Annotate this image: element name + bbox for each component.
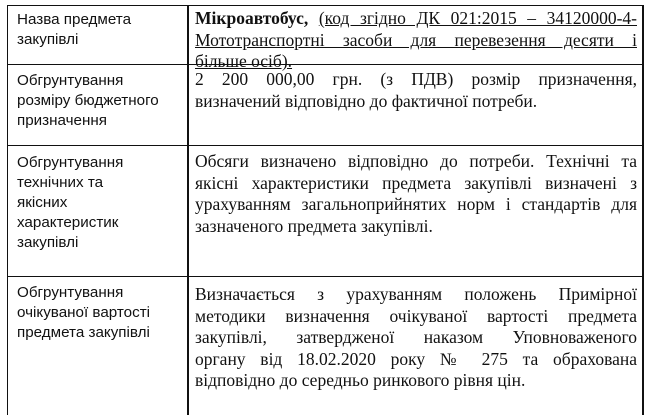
row-2-label	[17, 71, 185, 131]
row-4-label-line: Обгрунтування	[17, 284, 124, 301]
row-3-label-line: якісних	[17, 194, 68, 211]
row-3-value-line: Обсяги визначено відповідно до потреби. Технічні та	[195, 151, 637, 171]
row-2-label-line: розміру бюджетного	[17, 92, 159, 109]
row-3-label-line: технічних та	[17, 174, 104, 191]
row-4-value-line: закупівлі, затвердженої наказом Уповноваженого	[195, 327, 637, 347]
item-name: Мікроавтобус,	[195, 8, 309, 28]
row-1-value	[195, 8, 637, 73]
table-border-top	[7, 5, 644, 6]
row-divider-2	[7, 145, 644, 146]
row-divider-3	[7, 276, 644, 277]
row-3-value-line: якісні характеристики предмета закупівлі визначені з	[195, 172, 637, 193]
row-3-label-line: характеристик	[17, 214, 119, 231]
row-1-label-line: Назва предмета	[17, 11, 132, 28]
row-3-value	[195, 151, 637, 237]
row-1-value-line	[195, 8, 637, 30]
row-1-label	[17, 10, 185, 50]
row-2-label-line: Обгрунтування	[17, 72, 124, 89]
row-3-label	[17, 153, 185, 253]
row-4-label-line: очікуваної вартості	[17, 304, 151, 321]
row-1-value-line: Мототранспортні засоби для перевезення десяти і	[195, 29, 637, 50]
row-3-label-line: Обгрунтування	[17, 154, 124, 171]
row-1-value-line: більше осіб).	[195, 51, 293, 71]
row-4-label-line: предмета закупівлі	[17, 324, 150, 341]
row-2-label-line: призначення	[17, 112, 107, 129]
row-3-value-line: урахуванням загальноприйнятих норм і стандартів для	[195, 194, 637, 214]
row-4-value-line: органу від 18.02.2020 року № 275 та обрахована	[195, 348, 637, 369]
row-4-value-line: відповідно до середньо ринкового рівня цін.	[195, 370, 526, 390]
row-4-value-line: методики визначення очікуваної вартості предмета	[195, 305, 637, 326]
row-4-value-line: Визначається з урахуванням положень Примірної	[195, 284, 637, 304]
row-2-value-line: 2 200 000,00 грн. (з ПДВ) розмір призначення,	[195, 69, 637, 89]
row-2-value-line: визначений відповідно до фактичної потреби.	[195, 90, 538, 111]
cpv-code-text: (код згідно ДК 021:2015 – 34120000-4-	[318, 8, 637, 28]
row-3-value-line: зазначеного предмета закупівлі.	[195, 215, 433, 236]
row-3-label-line: закупівлі	[17, 234, 79, 251]
row-2-value	[195, 69, 637, 112]
row-1-label-line: закупівлі	[17, 31, 79, 48]
row-4-label	[17, 283, 185, 343]
table-border-right	[642, 5, 644, 415]
table-border-left	[7, 5, 8, 415]
table-column-divider	[187, 5, 189, 415]
row-4-value	[195, 284, 637, 392]
